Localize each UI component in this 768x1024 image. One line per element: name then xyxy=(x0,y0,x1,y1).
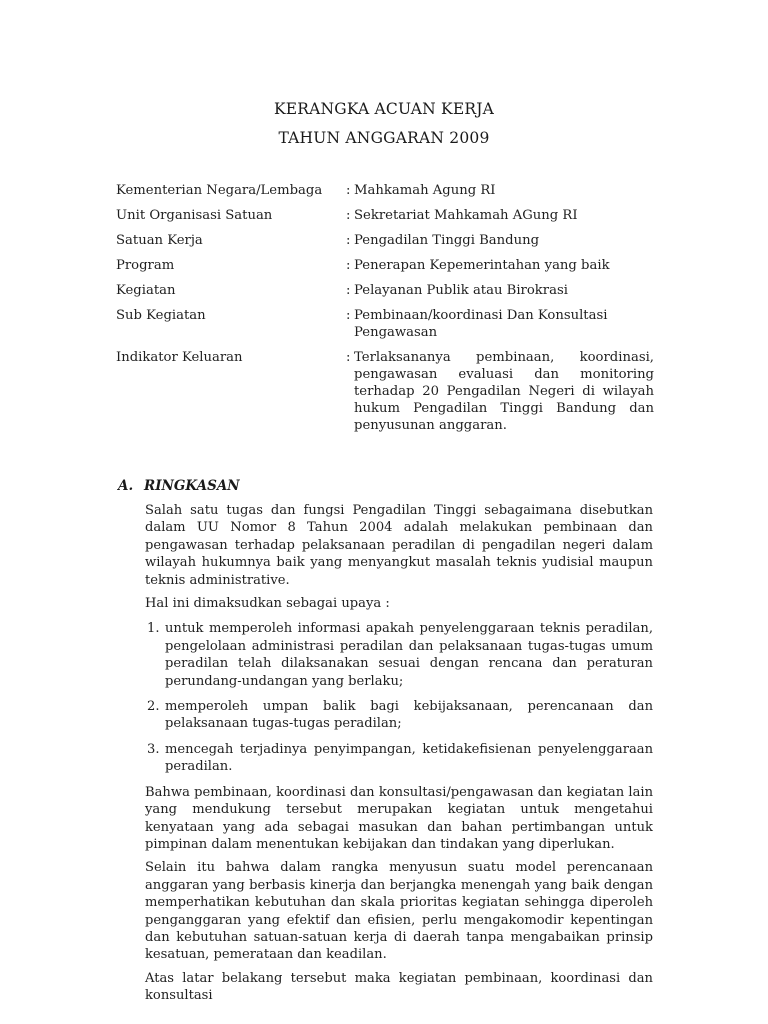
info-row-sub-kegiatan xyxy=(116,307,654,341)
info-label: Satuan Kerja xyxy=(116,233,203,248)
info-colon: : xyxy=(346,350,351,365)
paragraph-intro: Hal ini dimaksudkan sebagai upaya : xyxy=(145,596,390,612)
section-a-heading xyxy=(118,478,240,494)
info-colon: : xyxy=(346,183,351,198)
list-text: mencegah terjadinya penyimpangan, ketidakefisienan penyelenggaraan peradilan. xyxy=(165,741,653,775)
list-number: 1. xyxy=(147,621,160,637)
list-text: memperoleh umpan balik bagi kebijaksanaan, perencanaan dan pelaksanaan tugas-tugas peradilan; xyxy=(165,699,653,732)
info-value: Pembinaan/koordinasi Dan Konsultasi Pengawasan xyxy=(354,308,608,340)
info-row-indikator-keluaran xyxy=(116,349,654,434)
purpose-list xyxy=(145,620,653,775)
info-colon: : xyxy=(346,308,351,323)
info-colon: : xyxy=(346,208,351,223)
info-label: Kementerian Negara/Lembaga xyxy=(116,183,323,198)
info-label: Program xyxy=(116,258,175,273)
info-table xyxy=(116,182,654,442)
info-colon: : xyxy=(346,283,351,298)
info-colon: : xyxy=(346,258,351,273)
list-item xyxy=(145,698,653,733)
paragraph: Selain itu bahwa dalam rangka menyusun suatu model perencanaan anggaran yang berbasis kinerja dan berjangka menengah yang baik dengan memperhatikan kebutuhan dan skala prioritas kegiatan sehingga diperoleh penganggaran yang efektif dan efisien, perlu mengakomodir kepentingan dan kebutuhan satuan-satuan kerja di daerah tanpa mengabaikan prinsip kesatuan, pemerataan dan keadilan. xyxy=(145,860,653,963)
info-label: Indikator Keluaran xyxy=(116,350,243,365)
info-row-kementerian xyxy=(116,182,654,199)
info-value: Mahkamah Agung RI xyxy=(354,183,496,198)
document-subtitle: TAHUN ANGGARAN 2009 xyxy=(278,129,490,147)
paragraph: Salah satu tugas dan fungsi Pengadilan Tinggi sebagaimana disebutkan dalam UU Nomor 8 Tahun 2004 adalah melakukan pembinaan dan pengawasan terhadap pelaksanaan peradilan di pengadilan negeri dalam wilayah hukumnya baik yang menyangkut masalah teknis yudisial maupun teknis administrative. xyxy=(145,503,653,588)
paragraph: Bahwa pembinaan, koordinasi dan konsultasi/pengawasan dan kegiatan lain yang mendukung tersebut merupakan kegiatan untuk mengetahui kenyataan yang ada sebagai masukan dan bahan pertimbangan untuk pimpinan dalam menentukan kebijakan dan tindakan yang diperlukan. xyxy=(145,784,653,852)
info-colon: : xyxy=(346,233,351,248)
info-label: Sub Kegiatan xyxy=(116,308,206,323)
info-value: Pengadilan Tinggi Bandung xyxy=(354,233,540,248)
list-text: untuk memperoleh informasi apakah penyelenggaraan teknis peradilan, pengelolaan administrasi peradilan dan pelaksanaan tugas-tugas umum peradilan telah dilaksanakan sesuai dengan rencana dan peraturan perundang-undangan yang berlaku; xyxy=(165,621,653,689)
list-item xyxy=(145,741,653,776)
info-label: Kegiatan xyxy=(116,283,176,298)
info-row-program xyxy=(116,257,654,274)
section-number: A. xyxy=(118,478,134,494)
info-value: Sekretariat Mahkamah AGung RI xyxy=(354,208,578,223)
info-row-kegiatan xyxy=(116,282,654,299)
info-label: Unit Organisasi Satuan xyxy=(116,208,273,223)
info-value: Pelayanan Publik atau Birokrasi xyxy=(354,283,568,298)
list-number: 3. xyxy=(147,741,160,757)
section-a-body xyxy=(145,502,653,1011)
info-row-unit-organisasi xyxy=(116,207,654,224)
info-value: Terlaksananya pembinaan, koordinasi, pengawasan evaluasi dan monitoring terhadap 20 Pengadilan Negeri di wilayah hukum Pengadilan Tinggi Bandung dan penyusunan anggaran. xyxy=(354,350,654,433)
section-title: RINGKASAN xyxy=(144,478,240,494)
info-value: Penerapan Kepemerintahan yang baik xyxy=(354,258,610,273)
info-row-satuan-kerja xyxy=(116,232,654,249)
list-item xyxy=(145,620,653,690)
paragraph: Atas latar belakang tersebut maka kegiatan pembinaan, koordinasi dan konsultasi xyxy=(145,970,653,1004)
list-number: 2. xyxy=(147,699,160,715)
document-title: KERANGKA ACUAN KERJA xyxy=(273,100,495,118)
